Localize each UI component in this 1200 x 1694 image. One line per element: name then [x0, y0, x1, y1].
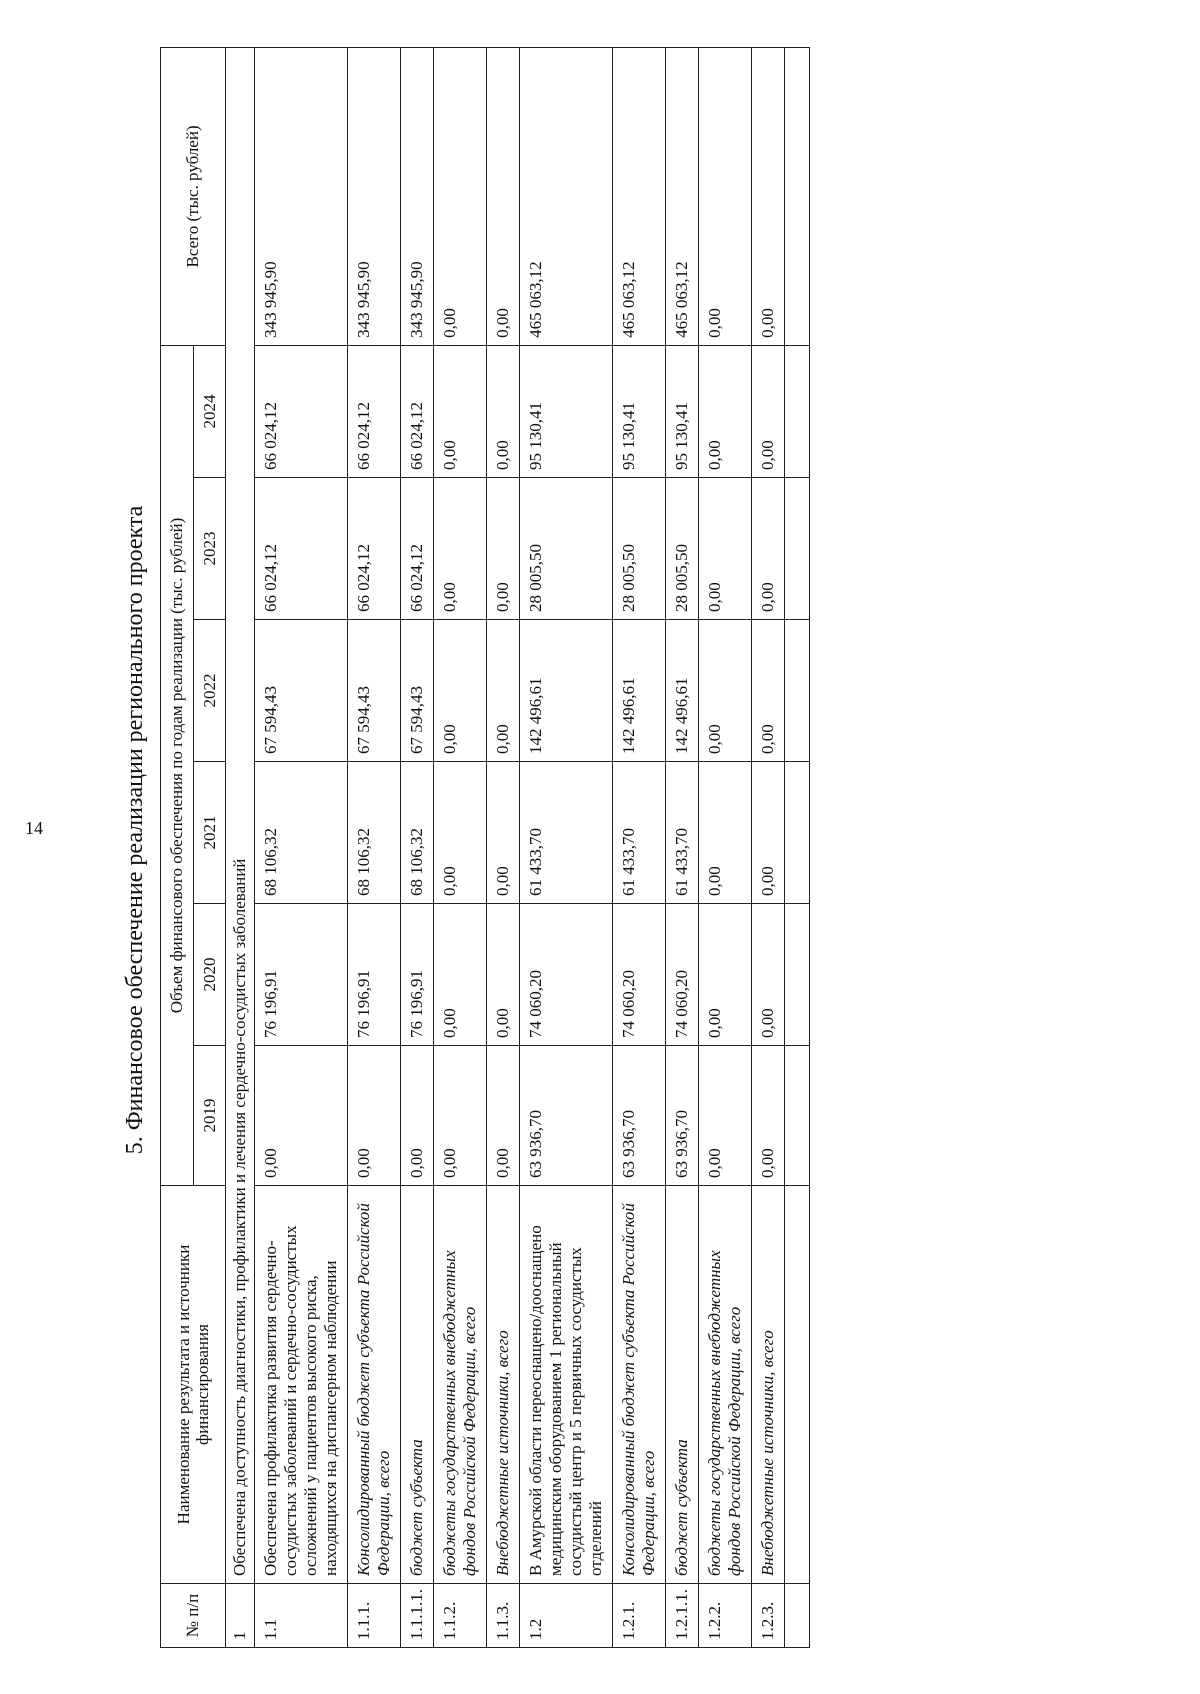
row-name: Обеспечена профилактика развития сердечно-сосудистых заболеваний и сердечно-сосудистых осложнений у пациентов высокого риска, находящихся на диспансерном наблюдении [255, 1186, 348, 1584]
row-name: Внебюджетные источники, всего [487, 1186, 520, 1584]
row-total: 0,00 [487, 47, 520, 345]
section-no: 1 [226, 1584, 255, 1648]
header-year: 2024 [193, 345, 226, 477]
row-value: 76 196,91 [401, 904, 434, 1046]
row-number: 1.2.1. [613, 1584, 666, 1648]
empty-cell [785, 478, 810, 620]
header-no: № п/п [161, 1584, 226, 1648]
row-value: 0,00 [699, 1046, 752, 1186]
table-row [434, 47, 487, 1647]
table-row [613, 47, 666, 1647]
row-value: 66 024,12 [348, 345, 401, 477]
section-title: Обеспечена доступность диагностики, профилактики и лечения сердечно-сосудистых заболеваний [226, 47, 255, 1583]
row-value: 95 130,41 [613, 345, 666, 477]
row-value: 63 936,70 [666, 1046, 699, 1186]
row-value: 142 496,61 [666, 620, 699, 762]
row-value: 0,00 [487, 478, 520, 620]
row-value: 76 196,91 [255, 904, 348, 1046]
row-value: 61 433,70 [613, 762, 666, 904]
table-stage [160, 48, 1174, 1648]
row-value: 0,00 [487, 620, 520, 762]
empty-cell [785, 904, 810, 1046]
header-year: 2022 [193, 620, 226, 762]
empty-cell [785, 762, 810, 904]
row-number: 1.2.1.1. [666, 1584, 699, 1648]
row-value: 0,00 [699, 620, 752, 762]
header-row-top [161, 47, 194, 1647]
row-total: 0,00 [752, 47, 785, 345]
empty-cell [785, 620, 810, 762]
row-number: 1.1.1.1. [401, 1584, 434, 1648]
row-name: бюджеты государственных внебюджетных фондов Российской Федерации, всего [699, 1186, 752, 1584]
row-value: 0,00 [434, 620, 487, 762]
header-year: 2019 [193, 1046, 226, 1186]
row-value: 95 130,41 [666, 345, 699, 477]
row-value: 68 106,32 [255, 762, 348, 904]
header-year: 2021 [193, 762, 226, 904]
row-value: 66 024,12 [401, 478, 434, 620]
row-value: 0,00 [434, 1046, 487, 1186]
row-value: 61 433,70 [520, 762, 613, 904]
page-number: 14 [25, 818, 43, 838]
row-total: 465 063,12 [666, 47, 699, 345]
row-value: 0,00 [699, 762, 752, 904]
row-value: 66 024,12 [255, 345, 348, 477]
row-number: 1.1.1. [348, 1584, 401, 1648]
row-total: 0,00 [434, 47, 487, 345]
row-number: 1.2 [520, 1584, 613, 1648]
page-title: 5. Финансовое обеспечение реализации регионального проекта [122, 505, 148, 1155]
row-value: 28 005,50 [613, 478, 666, 620]
row-value: 0,00 [434, 345, 487, 477]
finance-table-wrap [160, 48, 1174, 1648]
row-value: 66 024,12 [255, 478, 348, 620]
section-row [226, 47, 255, 1647]
table-row [666, 47, 699, 1647]
row-value: 0,00 [434, 762, 487, 904]
row-value: 142 496,61 [613, 620, 666, 762]
row-value: 0,00 [752, 762, 785, 904]
row-number: 1.2.2. [699, 1584, 752, 1648]
table-row [255, 47, 348, 1647]
row-value: 61 433,70 [666, 762, 699, 904]
row-name: Внебюджетные источники, всего [752, 1186, 785, 1584]
table-row [487, 47, 520, 1647]
row-value: 66 024,12 [348, 478, 401, 620]
header-name: Наименование результата и источники финансирования [161, 1186, 226, 1584]
header-total: Всего (тыс. рублей) [161, 47, 226, 345]
row-value: 0,00 [487, 1046, 520, 1186]
row-value: 74 060,20 [666, 904, 699, 1046]
table-row [699, 47, 752, 1647]
row-value: 0,00 [752, 345, 785, 477]
table-row [752, 47, 785, 1647]
row-value: 28 005,50 [666, 478, 699, 620]
row-value: 0,00 [434, 478, 487, 620]
row-value: 0,00 [699, 904, 752, 1046]
row-value: 68 106,32 [348, 762, 401, 904]
row-value: 0,00 [348, 1046, 401, 1186]
row-total: 0,00 [699, 47, 752, 345]
page-title-wrap [115, 270, 155, 1390]
row-name: В Амурской области переоснащено/дооснащено медицинским оборудованием 1 региональный сосудистый центр и 5 первичных сосудистых отделений [520, 1186, 613, 1584]
row-value: 0,00 [487, 762, 520, 904]
row-name: Консолидированный бюджет субъекта Российской Федерации, всего [613, 1186, 666, 1584]
row-total: 343 945,90 [255, 47, 348, 345]
header-year: 2020 [193, 904, 226, 1046]
empty-cell [785, 1046, 810, 1186]
row-value: 0,00 [699, 345, 752, 477]
row-value: 0,00 [401, 1046, 434, 1186]
row-total: 465 063,12 [520, 47, 613, 345]
row-number: 1.1.3. [487, 1584, 520, 1648]
table-row [401, 47, 434, 1647]
row-value: 74 060,20 [613, 904, 666, 1046]
row-value: 0,00 [487, 904, 520, 1046]
empty-row [785, 47, 810, 1647]
row-value: 142 496,61 [520, 620, 613, 762]
row-value: 0,00 [752, 1046, 785, 1186]
row-name: бюджеты государственных внебюджетных фондов Российской Федерации, всего [434, 1186, 487, 1584]
row-name: бюджет субъекта [401, 1186, 434, 1584]
row-value: 0,00 [434, 904, 487, 1046]
empty-cell [785, 47, 810, 345]
row-value: 63 936,70 [520, 1046, 613, 1186]
row-value: 66 024,12 [401, 345, 434, 477]
row-total: 343 945,90 [401, 47, 434, 345]
row-value: 0,00 [752, 904, 785, 1046]
row-name: бюджет субъекта [666, 1186, 699, 1584]
row-value: 95 130,41 [520, 345, 613, 477]
row-value: 67 594,43 [348, 620, 401, 762]
row-value: 63 936,70 [613, 1046, 666, 1186]
row-name: Консолидированный бюджет субъекта Российской Федерации, всего [348, 1186, 401, 1584]
row-value: 0,00 [752, 478, 785, 620]
row-value: 68 106,32 [401, 762, 434, 904]
row-value: 67 594,43 [255, 620, 348, 762]
header-volume: Объем финансового обеспечения по годам реализации (тыс. рублей) [161, 345, 194, 1185]
table-row [348, 47, 401, 1647]
row-number: 1.2.3. [752, 1584, 785, 1648]
row-value: 28 005,50 [520, 478, 613, 620]
row-value: 0,00 [752, 620, 785, 762]
row-total: 343 945,90 [348, 47, 401, 345]
empty-cell [785, 1584, 810, 1648]
row-number: 1.1 [255, 1584, 348, 1648]
row-value: 0,00 [699, 478, 752, 620]
empty-cell [785, 345, 810, 477]
row-value: 74 060,20 [520, 904, 613, 1046]
row-total: 465 063,12 [613, 47, 666, 345]
row-value: 76 196,91 [348, 904, 401, 1046]
row-number: 1.1.2. [434, 1584, 487, 1648]
row-value: 0,00 [255, 1046, 348, 1186]
empty-cell [785, 1186, 810, 1584]
row-value: 0,00 [487, 345, 520, 477]
finance-table [160, 47, 810, 1648]
row-value: 67 594,43 [401, 620, 434, 762]
table-row [520, 47, 613, 1647]
header-year: 2023 [193, 478, 226, 620]
